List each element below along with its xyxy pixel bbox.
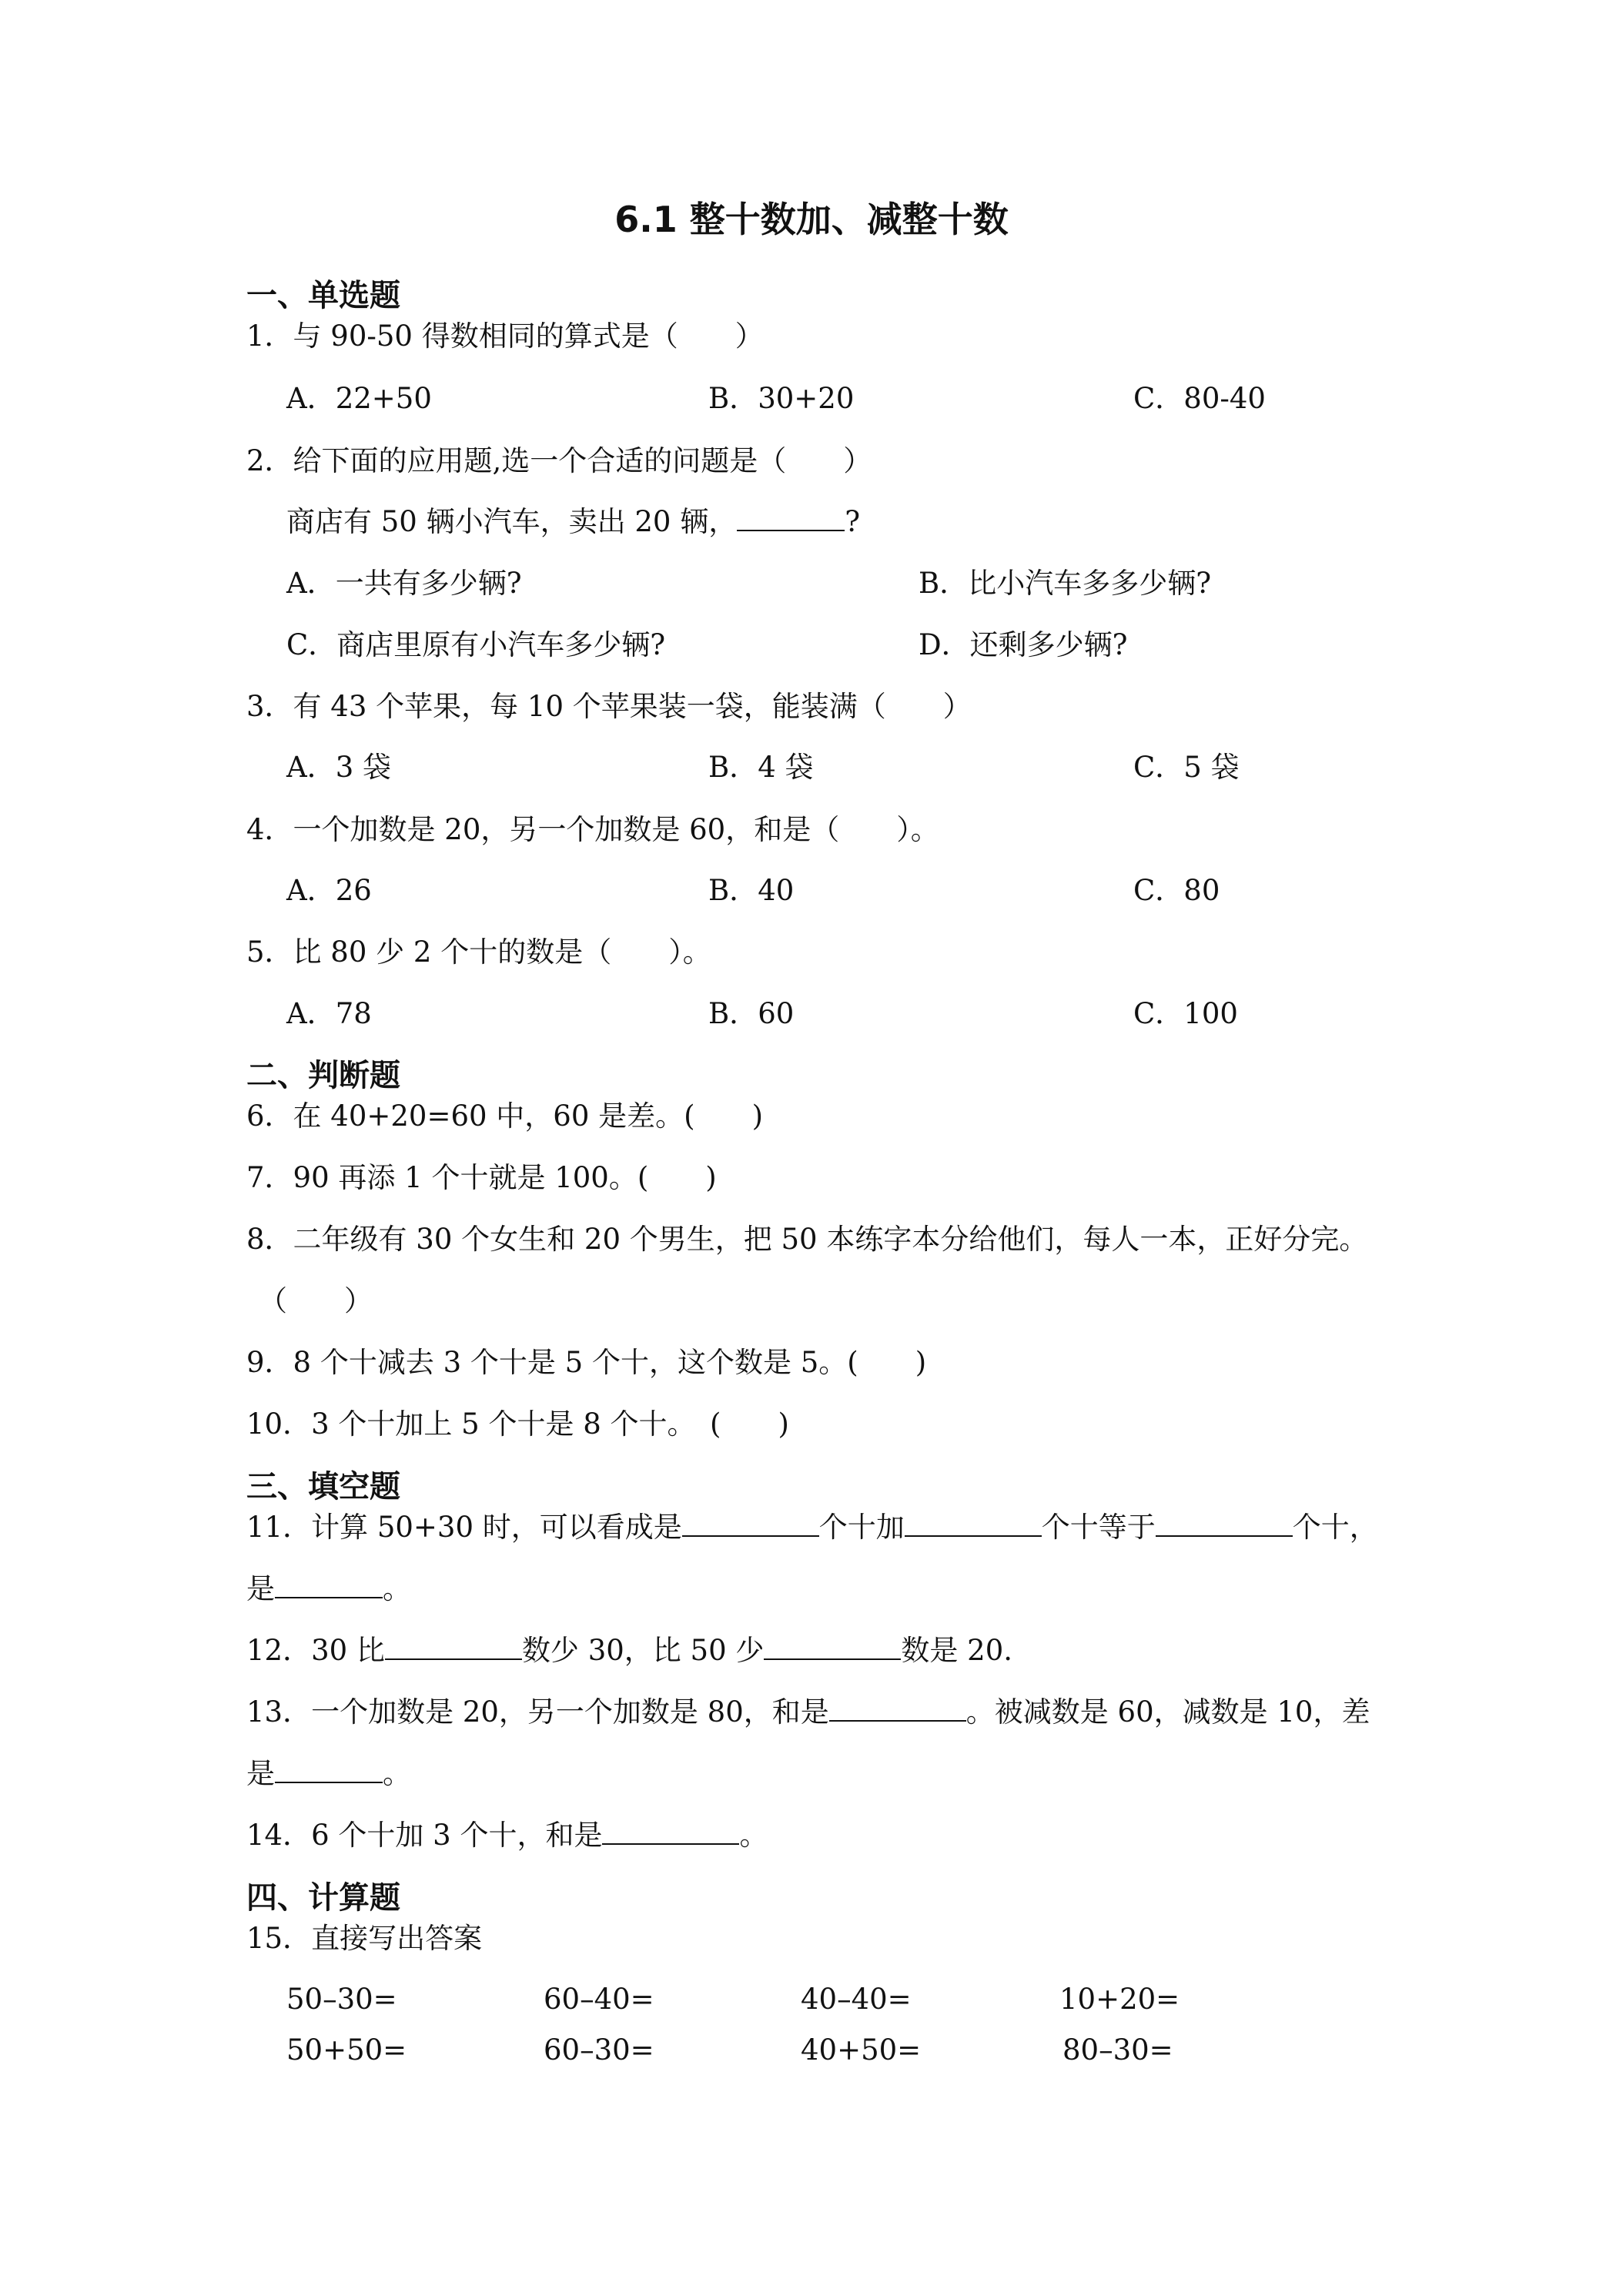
question-14 [246,1816,768,1855]
question-6: 6．在 40+20=60 中，60 是差。( ) [246,1099,764,1133]
q2-option-c: C．商店里原有小汽车多少辆? [286,628,666,661]
answer-blank[interactable] [275,1755,383,1783]
question-11-cont [246,1570,411,1608]
q4-option-a: A．26 [286,874,372,907]
question-8: 8．二年级有 30 个女生和 20 个男生，把 50 本练字本分给他们，每人一本，正好分完。 [246,1223,1368,1256]
q2-option-a: A．一共有多少辆? [286,567,522,600]
q2-option-b: B．比小汽车多多少辆? [919,567,1212,600]
q11-text-5: 是 [246,1572,275,1605]
q3-option-c: C．5 袋 [1133,751,1240,784]
q13-text-2: 。被减数是 60，减数是 10，差 [965,1695,1370,1729]
q11-text-1: 11．计算 50+30 时，可以看成是 [246,1511,682,1544]
answer-blank[interactable] [764,1632,901,1660]
q11-text-2: 个十加 [818,1511,905,1544]
q5-option-b: B．60 [708,997,795,1030]
calc-item: 50+50= [286,2033,407,2067]
question-8-answer-parens: （ ） [259,1284,373,1317]
calc-item: 50–30= [286,1983,397,2016]
q1-option-c: C．80-40 [1133,382,1266,415]
q2-stem-text: 商店有 50 辆小汽车，卖出 20 辆， [286,505,738,538]
q11-text-3: 个十等于 [1041,1511,1156,1544]
answer-blank[interactable] [602,1817,739,1845]
section-heading-single-choice: 一、单选题 [246,278,400,313]
question-13-cont [246,1755,411,1793]
q2-option-d: D．还剩多少辆? [919,628,1128,661]
q12-text-3: 数是 20. [901,1634,1012,1667]
q3-option-b: B．4 袋 [708,751,814,784]
q1-option-b: B．30+20 [708,382,855,415]
q13-text-1: 13．一个加数是 20，另一个加数是 80，和是 [246,1695,829,1729]
q14-text-1: 14．6 个十加 3 个十，和是 [246,1819,603,1852]
answer-blank[interactable] [1156,1509,1293,1537]
q11-text-4: 个十， [1292,1511,1378,1544]
q2-stem [286,503,860,541]
q11-text-6: 。 [383,1572,411,1605]
q13-text-3: 是 [246,1757,275,1790]
q2-stem-suffix: ? [845,505,861,538]
answer-blank[interactable] [385,1632,522,1660]
q4-option-b: B．40 [708,874,795,907]
page-title: 6.1 整十数加、减整十数 [614,199,1009,240]
q1-option-a: A．22+50 [286,382,432,415]
calc-item: 60–30= [544,2033,654,2067]
calc-item: 80–30= [1062,2033,1173,2067]
calc-item: 60–40= [544,1983,654,2016]
q13-text-4: 。 [383,1757,411,1790]
question-11 [246,1508,1378,1547]
question-9: 9．8 个十减去 3 个十是 5 个十，这个数是 5。( ) [246,1346,927,1379]
question-1: 1．与 90-50 得数相同的算式是（ ） [246,320,764,353]
answer-blank[interactable] [275,1571,383,1598]
calc-item: 40–40= [801,1983,912,2016]
question-4: 4．一个加数是 20，另一个加数是 60，和是（ ）。 [246,813,939,846]
question-12 [246,1632,1012,1670]
q5-option-c: C．100 [1133,997,1238,1030]
q14-text-2: 。 [739,1819,768,1852]
section-heading-calculation: 四、计算题 [246,1880,400,1916]
answer-blank[interactable] [682,1509,819,1537]
question-5: 5．比 80 少 2 个十的数是（ ）。 [246,935,711,969]
question-2: 2．给下面的应用题,选一个合适的问题是（ ） [246,444,872,477]
q4-option-c: C．80 [1133,874,1220,907]
section-heading-fill-blank: 三、填空题 [246,1469,400,1504]
calc-item: 10+20= [1059,1983,1180,2016]
answer-blank[interactable] [829,1694,966,1722]
q12-text-1: 12．30 比 [246,1634,385,1667]
question-13 [246,1693,1370,1732]
q5-option-a: A．78 [286,997,372,1030]
question-10: 10．3 个十加上 5 个十是 8 个十。 ( ) [246,1407,789,1441]
section-heading-true-false: 二、判断题 [246,1058,400,1093]
question-7: 7．90 再添 1 个十就是 100。( ) [246,1161,717,1194]
question-3: 3．有 43 个苹果，每 10 个苹果装一袋，能装满（ ） [246,690,972,723]
answer-blank[interactable] [905,1509,1042,1537]
q3-option-a: A．3 袋 [286,751,392,784]
calc-item: 40+50= [801,2033,922,2067]
question-15: 15．直接写出答案 [246,1922,483,1955]
q12-text-2: 数少 30，比 50 少 [521,1634,765,1667]
answer-blank[interactable] [737,504,845,531]
